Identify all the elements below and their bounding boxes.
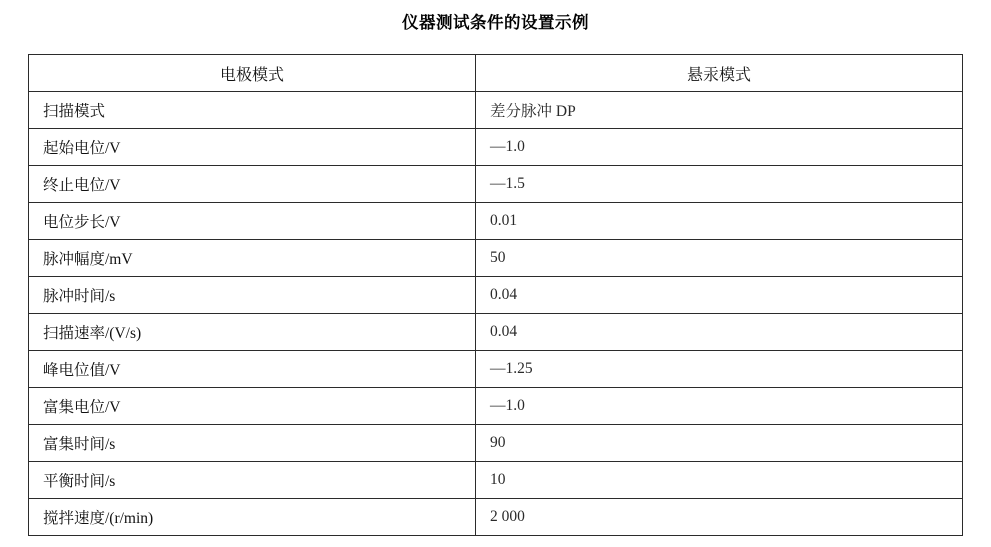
column-header-electrode-mode: 电极模式 — [29, 55, 476, 92]
table-row — [29, 314, 963, 351]
row-label: 平衡时间/s — [29, 462, 476, 499]
row-label: 峰电位值/V — [29, 351, 476, 388]
row-label: 富集电位/V — [29, 388, 476, 425]
row-value: 0.04 — [476, 277, 963, 314]
table-body — [29, 92, 963, 536]
row-value: 0.04 — [476, 314, 963, 351]
column-header-hanging-mercury-mode: 悬汞模式 — [476, 55, 963, 92]
row-label: 脉冲时间/s — [29, 277, 476, 314]
row-value: 0.01 — [476, 203, 963, 240]
row-value: 10 — [476, 462, 963, 499]
table-row — [29, 277, 963, 314]
table-row — [29, 351, 963, 388]
table-header — [29, 55, 963, 92]
table-row — [29, 129, 963, 166]
table-row — [29, 462, 963, 499]
table-row — [29, 388, 963, 425]
row-label: 终止电位/V — [29, 166, 476, 203]
table-row — [29, 240, 963, 277]
row-value: 差分脉冲 DP — [476, 92, 963, 129]
row-label: 电位步长/V — [29, 203, 476, 240]
page-title: 仪器测试条件的设置示例 — [402, 14, 589, 32]
row-value: 2 000 — [476, 499, 963, 536]
row-label: 脉冲幅度/mV — [29, 240, 476, 277]
spec-table-container — [28, 54, 962, 536]
row-value: 50 — [476, 240, 963, 277]
row-value: 90 — [476, 425, 963, 462]
row-value: —1.25 — [476, 351, 963, 388]
row-label: 富集时间/s — [29, 425, 476, 462]
row-value: —1.5 — [476, 166, 963, 203]
table-row — [29, 166, 963, 203]
table-row — [29, 499, 963, 536]
row-label: 起始电位/V — [29, 129, 476, 166]
instrument-settings-table — [28, 54, 963, 536]
table-row — [29, 92, 963, 129]
row-value: —1.0 — [476, 388, 963, 425]
row-value: —1.0 — [476, 129, 963, 166]
row-label: 扫描速率/(V/s) — [29, 314, 476, 351]
table-row — [29, 425, 963, 462]
row-label: 搅拌速度/(r/min) — [29, 499, 476, 536]
row-label: 扫描模式 — [29, 92, 476, 129]
table-header-row — [29, 55, 963, 92]
table-row — [29, 203, 963, 240]
